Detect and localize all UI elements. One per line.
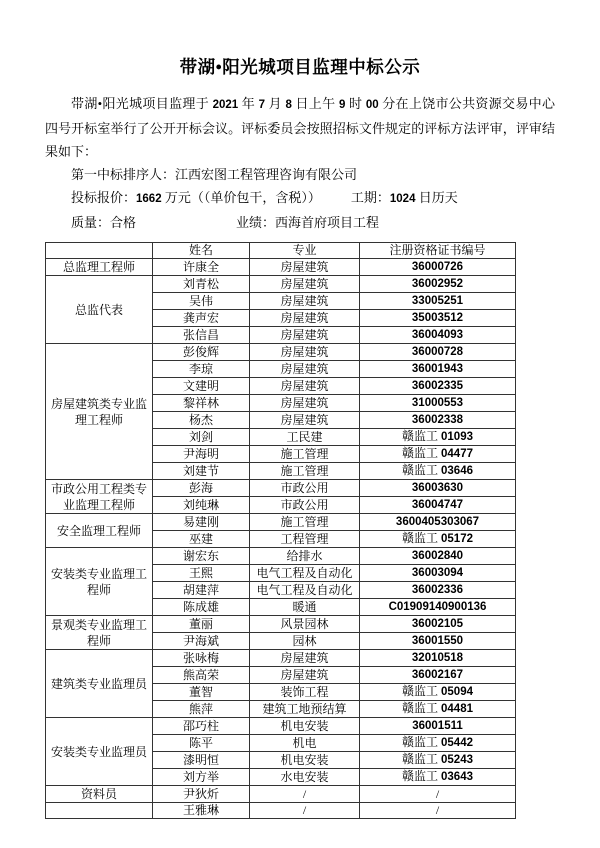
bid-price: 投标报价：1662 万元（（单价包干，含税）） xyxy=(71,190,321,205)
specialty-cell: 市政公用 xyxy=(250,480,360,497)
specialty-cell: 建筑工地预结算 xyxy=(250,701,360,718)
category-cell: 资料员 xyxy=(46,786,153,803)
specialty-cell: 房屋建筑 xyxy=(250,344,360,361)
name-cell: 彭海 xyxy=(153,480,250,497)
specialty-cell: 房屋建筑 xyxy=(250,276,360,293)
name-cell: 熊高荣 xyxy=(153,667,250,684)
name-cell: 杨杰 xyxy=(153,412,250,429)
name-cell: 张咏梅 xyxy=(153,650,250,667)
cert-cell: 36000728 xyxy=(360,344,516,361)
winner-line: 第一中标排序人：江西宏图工程管理咨询有限公司 xyxy=(71,167,358,182)
cert-cell: 36001550 xyxy=(360,633,516,650)
specialty-cell: 房屋建筑 xyxy=(250,327,360,344)
specialty-cell: 房屋建筑 xyxy=(250,650,360,667)
specialty-cell: 房屋建筑 xyxy=(250,361,360,378)
specialty-cell: 装饰工程 xyxy=(250,684,360,701)
table-body xyxy=(46,259,516,819)
specialty-cell: 电气工程及自动化 xyxy=(250,582,360,599)
specialty-cell: 市政公用 xyxy=(250,497,360,514)
specialty-cell: 机电 xyxy=(250,735,360,752)
table-row xyxy=(46,480,516,497)
header-specialty: 专业 xyxy=(250,243,360,259)
cert-cell: 36003094 xyxy=(360,565,516,582)
category-cell: 市政公用工程类专业监理工程师 xyxy=(46,480,153,514)
table-header-row xyxy=(46,243,516,259)
quality-meta-line xyxy=(45,211,555,235)
cert-cell: 31000553 xyxy=(360,395,516,412)
cert-cell: 赣监工 05172 xyxy=(360,531,516,548)
specialty-cell: 电气工程及自动化 xyxy=(250,565,360,582)
name-cell: 刘剑 xyxy=(153,429,250,446)
cert-cell: 赣监工 04481 xyxy=(360,701,516,718)
table-row xyxy=(46,616,516,633)
name-cell: 刘青松 xyxy=(153,276,250,293)
name-cell: 董智 xyxy=(153,684,250,701)
name-cell: 李琼 xyxy=(153,361,250,378)
bid-meta-line xyxy=(45,186,555,211)
name-cell: 刘建节 xyxy=(153,463,250,480)
name-cell: 巫建 xyxy=(153,531,250,548)
name-cell: 文建明 xyxy=(153,378,250,395)
name-cell: 彭俊辉 xyxy=(153,344,250,361)
specialty-cell: 施工管理 xyxy=(250,463,360,480)
cert-cell: 3600405303067 xyxy=(360,514,516,531)
document-title: 带湖•阳光城项目监理中标公示 xyxy=(179,57,421,77)
category-cell: 安全监理工程师 xyxy=(46,514,153,548)
name-cell: 熊萍 xyxy=(153,701,250,718)
name-cell: 张信昌 xyxy=(153,327,250,344)
name-cell: 易建刚 xyxy=(153,514,250,531)
category-cell: 房屋建筑类专业监理工程师 xyxy=(46,344,153,480)
specialty-cell: 房屋建筑 xyxy=(250,259,360,276)
specialty-cell: 工程管理 xyxy=(250,531,360,548)
table-row xyxy=(46,548,516,565)
name-cell: 吴伟 xyxy=(153,293,250,310)
cert-cell: 赣监工 05094 xyxy=(360,684,516,701)
specialty-cell: 机电安装 xyxy=(250,752,360,769)
name-cell: 陈成雄 xyxy=(153,599,250,616)
table-row xyxy=(46,276,516,293)
category-cell: 安装类专业监理工程师 xyxy=(46,548,153,616)
specialty-cell: 房屋建筑 xyxy=(250,378,360,395)
table-row xyxy=(46,344,516,361)
category-cell: 安装类专业监理员 xyxy=(46,718,153,786)
specialty-cell: 暖通 xyxy=(250,599,360,616)
specialty-cell: 机电安装 xyxy=(250,718,360,735)
name-cell: 王雅琳 xyxy=(153,803,250,819)
cert-cell: 36001511 xyxy=(360,718,516,735)
cert-cell: 36001943 xyxy=(360,361,516,378)
name-cell: 尹海斌 xyxy=(153,633,250,650)
specialty-cell: 给排水 xyxy=(250,548,360,565)
name-cell: 许康全 xyxy=(153,259,250,276)
specialty-cell: 工民建 xyxy=(250,429,360,446)
cert-cell: 36002840 xyxy=(360,548,516,565)
cert-cell: 赣监工 01093 xyxy=(360,429,516,446)
cert-cell: 36002167 xyxy=(360,667,516,684)
personnel-table xyxy=(45,242,516,819)
table-row xyxy=(46,259,516,276)
name-cell: 刘方举 xyxy=(153,769,250,786)
cert-cell: 赣监工 04477 xyxy=(360,446,516,463)
intro-paragraph: 带湖•阳光城项目监理于 2021 年 7 月 8 日上午 9 时 00 分在上饶市公共资源交易中心四号开标室举行了公开开标会议。评标委员会按照招标文件规定的评标方法评审，评审结果如下： xyxy=(45,96,555,159)
cert-cell: 36002336 xyxy=(360,582,516,599)
category-cell: 景观类专业监理工程师 xyxy=(46,616,153,650)
cert-cell: 36002335 xyxy=(360,378,516,395)
cert-cell: 33005251 xyxy=(360,293,516,310)
duration: 工期：1024 日历天 xyxy=(350,190,458,205)
cert-cell: 35003512 xyxy=(360,310,516,327)
specialty-cell: / xyxy=(250,786,360,803)
table-row xyxy=(46,514,516,531)
cert-cell: 36002338 xyxy=(360,412,516,429)
name-cell: 邵巧柱 xyxy=(153,718,250,735)
specialty-cell: 风景园林 xyxy=(250,616,360,633)
specialty-cell: 房屋建筑 xyxy=(250,310,360,327)
cert-cell: 赣监工 05243 xyxy=(360,752,516,769)
name-cell: 谢宏东 xyxy=(153,548,250,565)
cert-cell: 36004093 xyxy=(360,327,516,344)
specialty-cell: 园林 xyxy=(250,633,360,650)
table-row xyxy=(46,803,516,819)
name-cell: 漆明恒 xyxy=(153,752,250,769)
cert-cell: 赣监工 03646 xyxy=(360,463,516,480)
cert-cell: 36004747 xyxy=(360,497,516,514)
cert-cell: 赣监工 03643 xyxy=(360,769,516,786)
performance: 业绩：西海首府项目工程 xyxy=(236,215,380,230)
quality: 质量：合格 xyxy=(71,215,137,230)
name-cell: 黎祥林 xyxy=(153,395,250,412)
name-cell: 尹狄炘 xyxy=(153,786,250,803)
specialty-cell: 水电安装 xyxy=(250,769,360,786)
name-cell: 董丽 xyxy=(153,616,250,633)
specialty-cell: 施工管理 xyxy=(250,446,360,463)
cert-cell: 36002952 xyxy=(360,276,516,293)
specialty-cell: 房屋建筑 xyxy=(250,667,360,684)
specialty-cell: 房屋建筑 xyxy=(250,395,360,412)
header-name: 姓名 xyxy=(153,243,250,259)
name-cell: 刘纯琳 xyxy=(153,497,250,514)
specialty-cell: 房屋建筑 xyxy=(250,293,360,310)
header-category xyxy=(46,243,153,259)
cert-cell: / xyxy=(360,786,516,803)
name-cell: 尹海明 xyxy=(153,446,250,463)
table-row xyxy=(46,718,516,735)
cert-cell: C01909140900136 xyxy=(360,599,516,616)
name-cell: 陈平 xyxy=(153,735,250,752)
category-cell: 建筑类专业监理员 xyxy=(46,650,153,718)
name-cell: 胡建萍 xyxy=(153,582,250,599)
category-cell xyxy=(46,803,153,819)
cert-cell: 36000726 xyxy=(360,259,516,276)
name-cell: 龚声宏 xyxy=(153,310,250,327)
cert-cell: 36002105 xyxy=(360,616,516,633)
specialty-cell: 施工管理 xyxy=(250,514,360,531)
cert-cell: 赣监工 05442 xyxy=(360,735,516,752)
name-cell: 王熙 xyxy=(153,565,250,582)
specialty-cell: 房屋建筑 xyxy=(250,412,360,429)
table-row xyxy=(46,786,516,803)
category-cell: 总监代表 xyxy=(46,276,153,344)
cert-cell: 36003630 xyxy=(360,480,516,497)
cert-cell: / xyxy=(360,803,516,819)
category-cell: 总监理工程师 xyxy=(46,259,153,276)
table-row xyxy=(46,650,516,667)
cert-cell: 32010518 xyxy=(360,650,516,667)
specialty-cell: / xyxy=(250,803,360,819)
header-cert-number: 注册资格证书编号 xyxy=(360,243,516,259)
